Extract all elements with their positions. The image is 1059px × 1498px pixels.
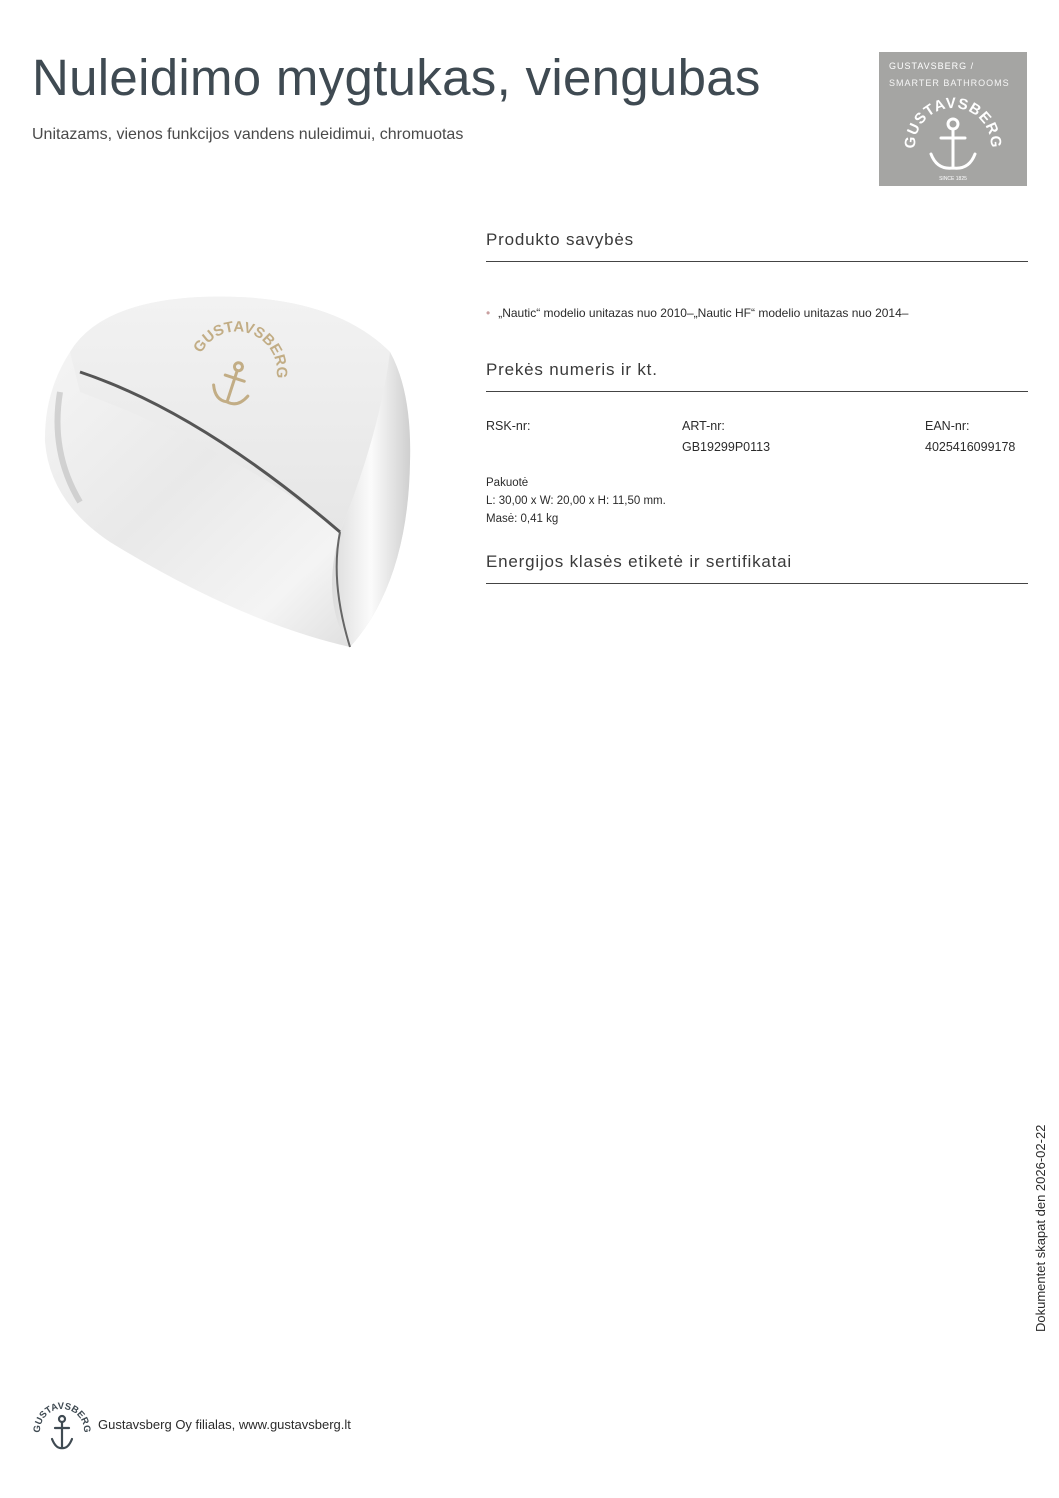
ean-value: 4025416099178 (925, 440, 1016, 454)
svg-text:GUSTAVSBERG: GUSTAVSBERG (32, 1400, 92, 1434)
section-heading: Produkto savybės (486, 230, 634, 249)
page-subtitle: Unitazams, vienos funkcijos vandens nuleidimui, chromuotas (32, 126, 464, 143)
bullet-icon: • (486, 306, 491, 320)
packaging-info (486, 474, 666, 528)
art-value: GB19299P0113 (682, 440, 771, 454)
section-heading: Energijos klasės etiketė ir sertifikatai (486, 552, 792, 571)
section-article-numbers (486, 360, 1028, 392)
ean-field (925, 416, 1015, 458)
svg-text:GUSTAVSBERG: GUSTAVSBERG (901, 94, 1005, 150)
packaging-dimensions: L: 30,00 x W: 20,00 x H: 11,50 mm. (486, 495, 666, 507)
section-product-properties (486, 230, 1028, 262)
svg-text:GUSTAVSBERG: GUSTAVSBERG (190, 318, 291, 379)
packaging-label: Pakuotė (486, 477, 529, 489)
art-label: ART-nr: (682, 419, 725, 433)
packaging-weight: Masė: 0,41 kg (486, 513, 559, 525)
art-field (682, 416, 770, 458)
ean-label: EAN-nr: (925, 419, 970, 433)
rsk-label: RSK-nr: (486, 419, 531, 433)
page-title: Nuleidimo mygtukas, viengubas (32, 49, 761, 106)
section-energy-certificates (486, 552, 1028, 584)
footer-text: Gustavsberg Oy filialas, www.gustavsberg.lt (98, 1417, 351, 1432)
product-image (40, 282, 420, 662)
gustavsberg-anchor-logo-icon (885, 94, 1021, 184)
property-list-item (486, 306, 908, 320)
rsk-field (486, 416, 530, 437)
document-created-date: Dokumentet skapat den 2026-02-22 (1033, 1124, 1048, 1332)
property-text: „Nautic“ modelio unitazas nuo 2010–„Nautic HF“ modelio unitazas nuo 2014– (498, 306, 909, 320)
brand-since: SINCE 1825 (939, 176, 967, 182)
brand-line-1: GUSTAVSBERG / (889, 61, 975, 71)
brand-logo-box (879, 52, 1027, 186)
footer-anchor-logo-icon (32, 1397, 92, 1455)
brand-line-2: SMARTER BATHROOMS (889, 78, 1010, 88)
section-heading: Prekės numeris ir kt. (486, 360, 658, 379)
